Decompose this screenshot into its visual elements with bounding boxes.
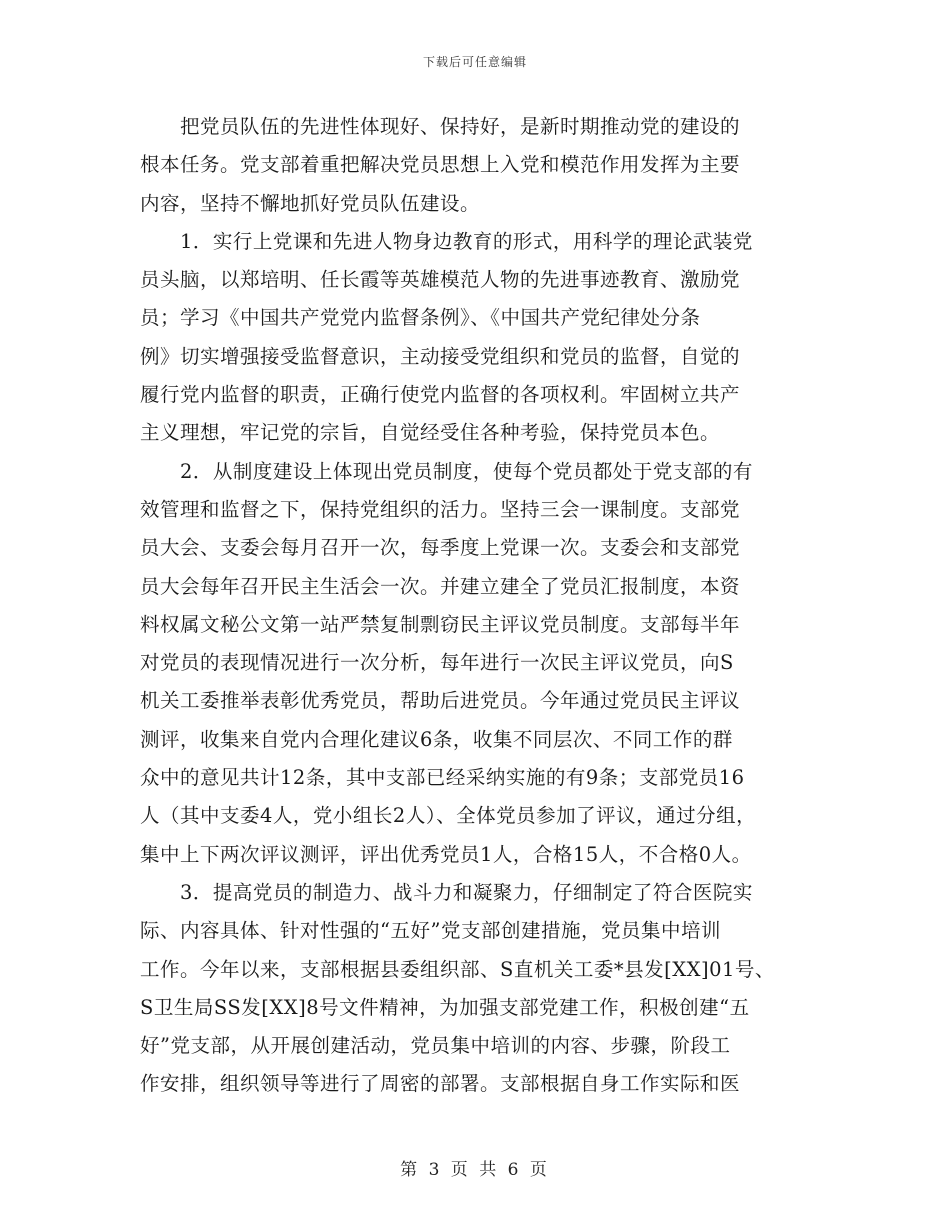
text-line: 履行党内监督的职责，正确行使党内监督的各项权利。牢固树立共产 <box>140 383 741 407</box>
text-line: 3．提高党员的制造力、战斗力和凝聚力，仔细制定了符合医院实 <box>180 880 753 904</box>
text-line: 机关工委推举表彰优秀党员，帮助后进党员。今年通过党员民主评议 <box>140 689 741 713</box>
text-line: 好”党支部，从开展创建活动，党员集中培训的内容、步骤，阶段工 <box>140 1034 731 1058</box>
text-line: 料权属文秘公文第一站严禁复制剽窃民主评议党员制度。支部每半年 <box>140 612 741 636</box>
text-line: 例》切实增强接受监督意识，主动接受党组织和党员的监督，自觉的 <box>140 344 741 368</box>
text-line: 对党员的表现情况进行一次分析，每年进行一次民主评议党员，向S <box>140 651 734 675</box>
text-line: 2．从制度建设上体现出党员制度，使每个党员都处于党支部的有 <box>180 459 753 483</box>
text-line: 测评，收集来自党内合理化建议6条，收集不同层次、不同工作的群 <box>140 727 733 751</box>
text-line: 根本任务。党支部着重把解决党员思想上入党和模范作用发挥为主要 <box>140 153 741 177</box>
text-line: 员；学习《中国共产党党内监督条例》、《中国共产党纪律处分条 <box>140 306 701 330</box>
page-header: 下载后可任意编辑 <box>422 55 527 69</box>
text-line: 主义理想，牢记党的宗旨，自觉经受住各种考验，保持党员本色。 <box>140 421 721 445</box>
text-line: 内容，坚持不懈地抓好党员队伍建设。 <box>140 191 481 215</box>
text-line: 作安排，组织领导等进行了周密的部署。支部根据自身工作实际和医 <box>140 1072 741 1096</box>
text-line: 际、内容具体、针对性强的“五好”党支部创建措施，党员集中培训 <box>140 919 721 943</box>
text-line: 众中的意见共计12条，其中支部已经采纳实施的有9条；支部党员16 <box>140 766 745 790</box>
text-line: 员大会、支委会每月召开一次，每季度上党课一次。支委会和支部党 <box>140 536 741 560</box>
page-number: 第 3 页 共 6 页 <box>400 1160 550 1180</box>
text-line: 员大会每年召开民主生活会一次。并建立建全了党员汇报制度，本资 <box>140 574 741 598</box>
text-line: 工作。今年以来，支部根据县委组织部、S直机关工委*县发[XX]01号、 <box>140 957 775 981</box>
text-line: 把党员队伍的先进性体现好、保持好，是新时期推动党的建设的 <box>180 115 741 138</box>
text-line: 效管理和监督之下，保持党组织的活力。坚持三会一课制度。支部党 <box>140 497 741 521</box>
text-line: S卫生局SS发[XX]8号文件精神，为加强支部党建工作，积极创建“五 <box>140 995 750 1019</box>
document-body <box>140 108 830 1104</box>
text-line: 员头脑，以郑培明、任长霞等英雄模范人物的先进事迹教育、激励党 <box>140 268 741 292</box>
text-line: 集中上下两次评议测评，评出优秀党员1人，合格15人，不合格0人。 <box>140 842 752 866</box>
text-line: 人（其中支委4人，党小组长2人）、全体党员参加了评议，通过分组， <box>140 804 757 828</box>
text-line: 1．实行上党课和先进人物身边教育的形式，用科学的理论武装党 <box>180 229 753 253</box>
